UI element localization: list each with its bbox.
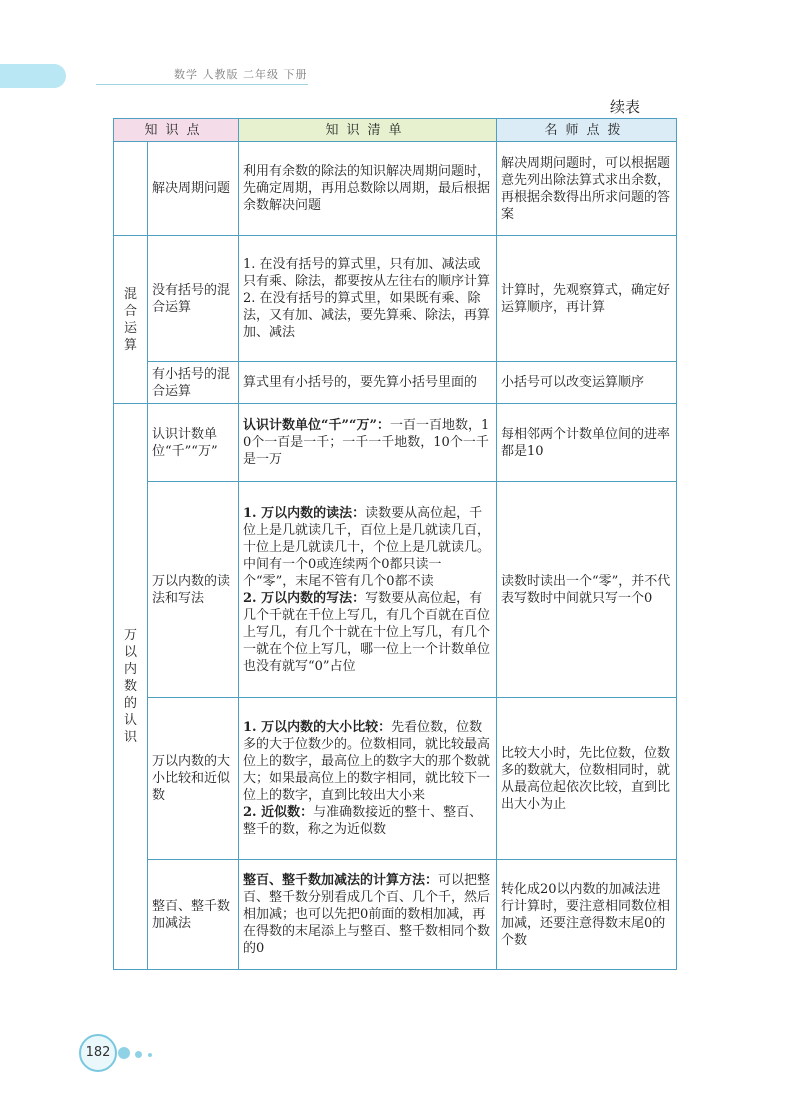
tip-cell: 解决周期问题时，可以根据题意先列出除法算式求出余数，再根据余数得出所求问题的答案 (497, 142, 677, 236)
table-header-row (114, 119, 677, 142)
list-lead: 1. 万以内数的读法： (243, 505, 366, 521)
page-number: 182 (79, 1034, 117, 1072)
tip-cell: 比较大小时，先比位数，位数多的数就大，位数相同时，就从最高位起依次比较，直到比出大小为止 (497, 698, 677, 860)
category-cell-blank (114, 142, 148, 236)
category-numbers-within-10000 (114, 404, 148, 970)
list-cell (239, 404, 497, 482)
continued-label: 续表 (610, 98, 641, 116)
side-color-tab (0, 64, 66, 88)
subtopic-cell: 万以内数的大小比较和近似数 (148, 698, 239, 860)
tip-cell: 计算时，先观察算式，确定好运算顺序，再计算 (497, 236, 677, 362)
subtopic-cell: 整百、整千数加减法 (148, 860, 239, 970)
header-rule (96, 84, 308, 85)
tip-cell: 小括号可以改变运算顺序 (497, 362, 677, 404)
list-lead-2: 2. 近似数： (243, 805, 314, 820)
header-knowledge-list: 知识清单 (239, 119, 497, 142)
list-lead: 整百、整千数加减法的计算方法： (243, 873, 439, 888)
decorative-dot (118, 1047, 130, 1059)
subtopic-cell: 有小括号的混合运算 (148, 362, 239, 404)
knowledge-table (113, 118, 677, 970)
header-knowledge-point: 知识点 (114, 119, 239, 142)
header-teacher-tip: 名师点拨 (497, 119, 677, 142)
table-row (114, 142, 677, 236)
table-row (114, 236, 677, 362)
list-body: 读数要从高位起，千位上是几就读几千，百位上是几就读几百，十位上是几就读几十，个位上是几就读几。中间有一个0或连续两个0都只读一个“零”，末尾不管有几个0都不读 (243, 505, 491, 589)
list-body-2: 与准确数接近的整十、整百、整千的数，称之为近似数 (243, 805, 483, 837)
category-label: 混合运算 (123, 286, 137, 353)
table-row (114, 362, 677, 404)
tip-cell: 读数时读出一个“零”，并不代表写数时中间就只写一个0 (497, 482, 677, 698)
table-row (114, 482, 677, 698)
subtopic-cell: 万以内数的读法和写法 (148, 482, 239, 698)
list-lead-2: 2. 万以内数的写法： (243, 590, 366, 606)
category-label: 万以内数的认识 (123, 628, 137, 745)
list-lead: 认识计数单位“千”“万”： (243, 418, 390, 433)
decorative-dot (135, 1051, 142, 1058)
list-cell: 利用有余数的除法的知识解决周期问题时，先确定周期，再用总数除以周期，最后根据余数解决问题 (239, 142, 497, 236)
decorative-dot (148, 1053, 152, 1057)
subtopic-cell: 认识计数单位“千”“万” (148, 404, 239, 482)
subtopic-cell: 没有括号的混合运算 (148, 236, 239, 362)
list-body-2: 写数要从高位起，有几个千就在千位上写几，有几个百就在百位上写几，有几个十就在十位上写几，有几个一就在个位上写几，哪一位上一个计数单位也没有就写“0”占位 (243, 590, 491, 674)
category-mixed-operations (114, 236, 148, 404)
list-cell (239, 482, 497, 698)
subtopic-cell: 解决周期问题 (148, 142, 239, 236)
table-row (114, 404, 677, 482)
list-cell: 算式里有小括号的，要先算小括号里面的 (239, 362, 497, 404)
list-body: 一百一百地数，10个一百是一千；一千一千地数，10个一千是一万 (243, 418, 490, 467)
list-cell: 1. 在没有括号的算式里，只有加、减法或只有乘、除法，都要按从左往右的顺序计算 2. 在没有括号的算式里，如果既有乘、除法，又有加、减法，要先算乘、除法，再算加、减法 (239, 236, 497, 362)
list-body: 先看位数，位数多的大于位数少的。位数相同，就比较最高位上的数字，最高位上的数字大的那个数就大；如果最高位上的数字相同，就比较下一位上的数字，直到比较出大小来 (243, 720, 491, 803)
list-body: 可以把整百、整千数分别看成几个百、几个千，然后相加减；也可以先把0前面的数相加减，再在得数的末尾添上与整百、整千数相同个数的0 (243, 873, 491, 956)
table-row (114, 698, 677, 860)
list-cell (239, 860, 497, 970)
list-cell (239, 698, 497, 860)
tip-cell: 每相邻两个计数单位间的进率都是10 (497, 404, 677, 482)
list-lead: 1. 万以内数的大小比较： (243, 720, 392, 735)
table-row (114, 860, 677, 970)
tip-cell: 转化成20以内数的加减法进行计算时，要注意相同数位相加减，还要注意得数末尾0的个数 (497, 860, 677, 970)
running-header: 数学 人教版 二年级 下册 (174, 68, 308, 81)
